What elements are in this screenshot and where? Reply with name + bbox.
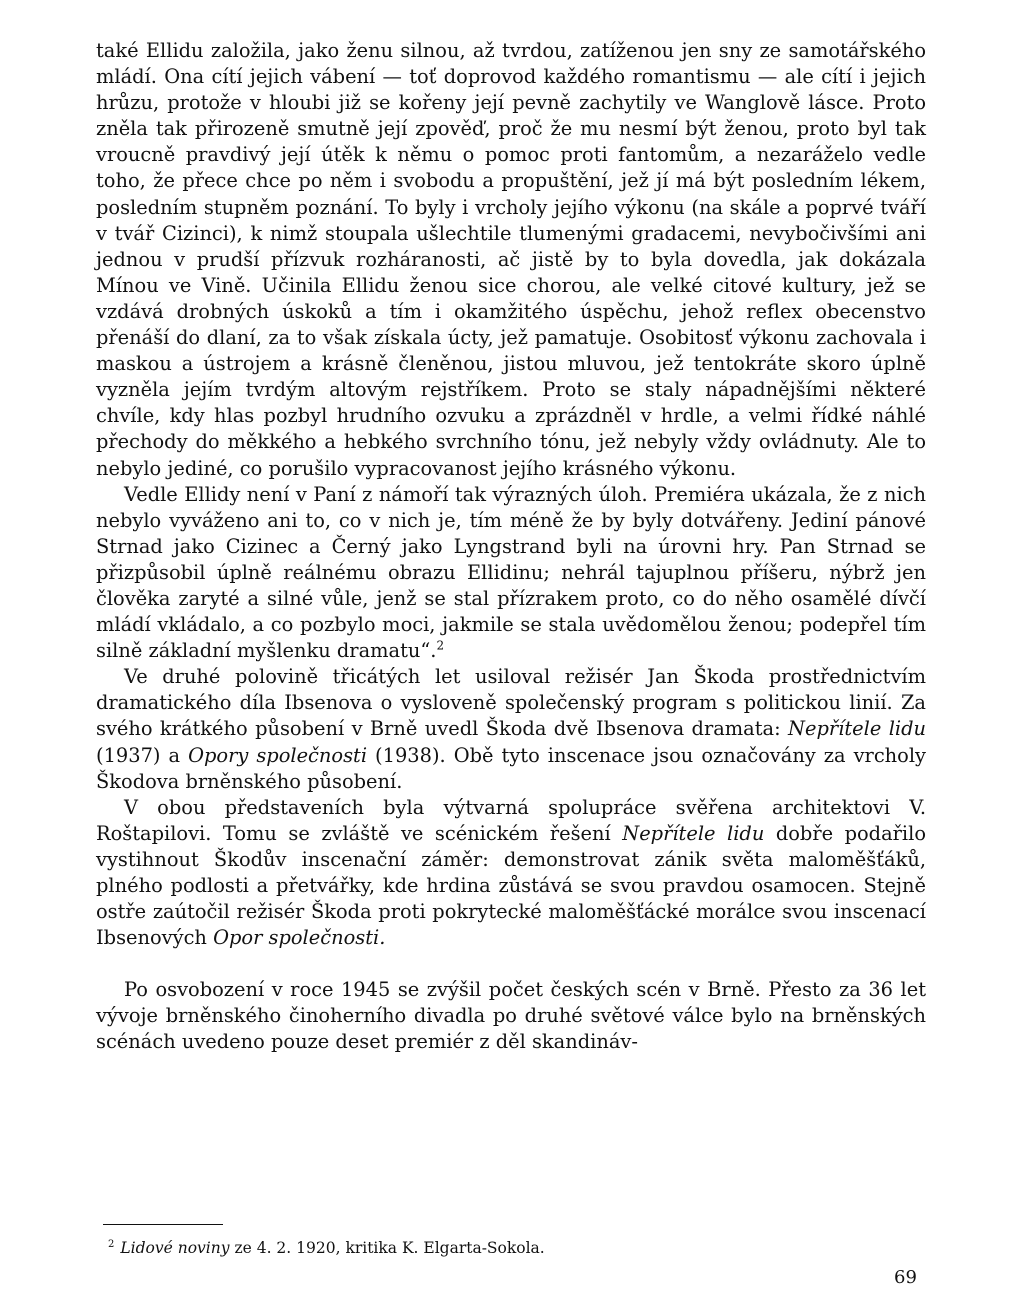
paragraph-2 xyxy=(96,482,926,665)
paragraph-4 xyxy=(96,795,926,952)
paragraph-1 xyxy=(96,38,926,482)
footnote-divider xyxy=(103,1224,223,1225)
paragraph-2-text: Vedle Ellidy není v Paní z námoří tak výrazných úloh. Premiéra ukázala, že z nich nebylo vyváženo ani to, co v nich je, tím méně že by byly dotvářeny. Jediní pánové Strnad jako Cizinec a Černý jako Lyngstrand byli na úrovni hry. Pan Strnad se přizpůsobil úplně reálnému obrazu Ellidinu; nehrál tajuplnou příšeru, nýbrž jen člověka zaryté a silné vůle, jenž se stal přízrakem proto, co do něho osamělé dívčí mládí vkládalo, a co pozbylo moci, jakmile se stala uvědomělou ženou; podepřel tím silně základní myšlenku dramatu“. xyxy=(96,482,926,663)
footnote-source: Lidové noviny xyxy=(120,1239,230,1257)
title-nepritele-lidu: Nepřítele lidu xyxy=(788,717,926,741)
footnote xyxy=(108,1238,545,1258)
footnote-reference[interactable]: 2 xyxy=(436,638,445,653)
page-number: 69 xyxy=(894,1267,917,1288)
title-nepritele-lidu-2: Nepřítele lidu xyxy=(622,821,765,845)
paragraph-5-text: Po osvobození v roce 1945 se zvýšil počet českých scén v Brně. Přesto za 36 let vývoje brněnského činoherního divadla po druhé světové válce bylo na brněnských scénách uvedeno pouze deset premiér z děl skandináv- xyxy=(96,978,926,1054)
title-opory-spolecnosti: Opory společnosti xyxy=(188,743,368,767)
paragraph-3 xyxy=(96,664,926,794)
title-opor-spolecnosti: Opor společnosti. xyxy=(213,926,386,950)
page-text xyxy=(96,38,926,1056)
paragraph-4-text-b: dobře podařilo vystihnout Škodův inscenační záměr: demonstrovat zánik světa maloměšťáků, plného podlosti a přetvářky, kde hrdina zůstává se svou pravdou osamocen. Stejně ostře zaútočil režisér Škoda proti pokrytecké maloměšťácké morálce svou inscenací Ibsenových xyxy=(96,821,926,950)
paragraph-4-text-a: V obou představeních byla výtvarná spolupráce svěřena architektovi V. Roštapilovi. Tomu se zvláště ve scénickém řešení xyxy=(96,795,926,845)
footnote-number: 2 xyxy=(108,1238,115,1250)
paragraph-1-text: také Ellidu založila, jako ženu silnou, až tvrdou, zatíženou jen sny ze samotářského mládí. Ona cítí jejich vábení — toť doprovod každého romantismu — ale cítí i jejich hrůzu, protože v hloubi již se kořeny její pevně zachytily ve Wanglově lásce. Proto zněla tak přirozeně smutně její zpověď, proč že mu nesmí být ženou, proto byl tak vroucně pravdivý její útěk k němu o pomoc proti fantomům, a nezaráželo vedle toho, že přece chce po něm i svobodu a propuštění, jež jí má být posledním lékem, posledním stupněm poznání. To byly i vrcholy jejího výkonu (na skále a poprvé tváří v tvář Cizinci), k nimž stoupala ušlechtile tlumenými gradacemi, nevybočivšími ani jednou v prudší přízvuk rozháranosti, ač jistě by to byla dovedla, jak dokázala Mínou ve Vině. Učinila Ellidu ženou sice chorou, ale velké citové kultury, jež se vzdává drobných úskoků a tím i okamžitého úspěchu, jehož reflex obecenstvo přenáší do dlaní, za to však získala úcty, jež pamatuje. Osobitosť výkonu zachovala i maskou a ústrojem a krásně členěnou, jistou mluvou, jež tentokráte skoro úplně vyzněla jejím tvrdým altovým rejstříkem. Proto se staly nápadnějšími některé chvíle, kdy hlas pozbyl hrudního ozvuku a zprázdněl v hrdle, a velmi řídké náhlé přechody do měkkého a hebkého svrchního tónu, jež nebyly vždy ovládnuty. Ale to nebylo jediné, co porušilo vypracovanost jejího krásného výkonu. xyxy=(96,39,926,480)
section-gap xyxy=(96,951,926,977)
paragraph-3-text-a: Ve druhé polovině třicátých let usiloval režisér Jan Škoda prostřednictvím dramatického díla Ibsenova o vysloveně společenský program s politickou linií. Za svého krátkého působení v Brně uvedl Škoda dvě Ibsenova dramata: xyxy=(96,665,926,741)
paragraph-3-text-c: (1938). Obě tyto inscenace jsou označovány za vrcholy Škodova brněnského působení. xyxy=(96,743,926,793)
paragraph-5 xyxy=(96,977,926,1055)
footnote-text: ze 4. 2. 1920, kritika K. Elgarta-Sokola. xyxy=(229,1239,545,1257)
paragraph-3-text-b: (1937) a xyxy=(96,743,189,767)
